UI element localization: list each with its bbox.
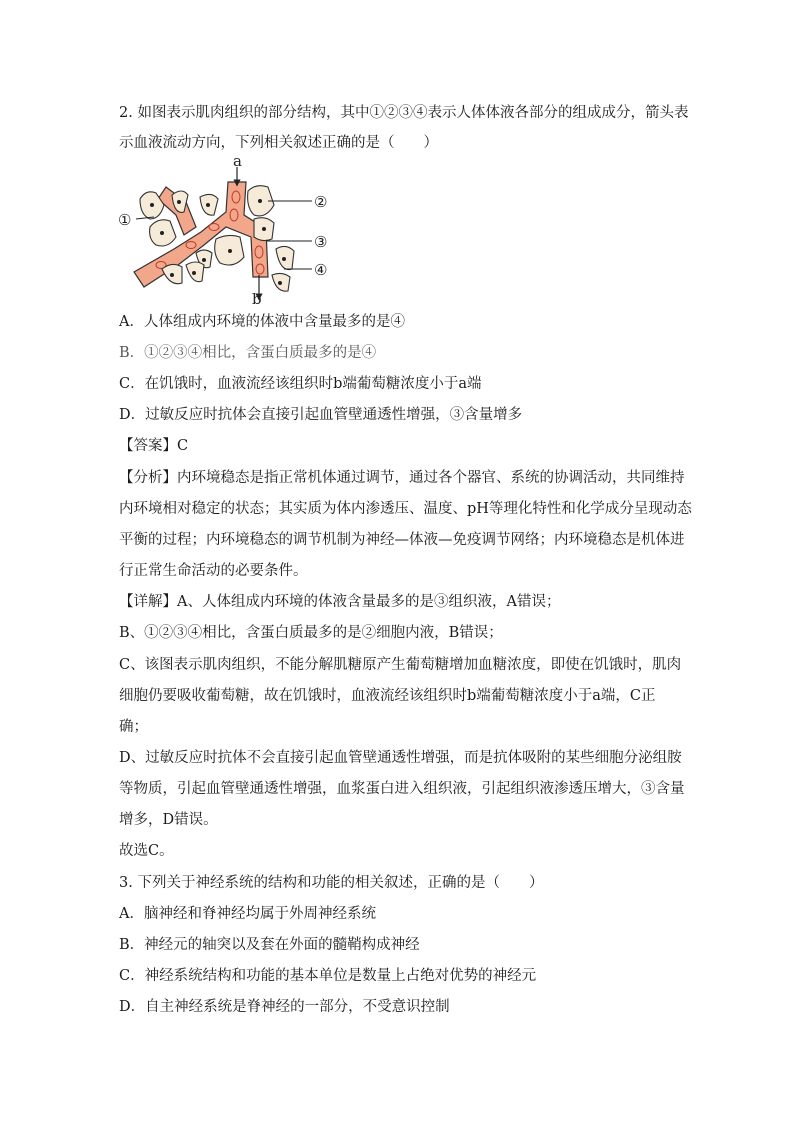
label-4: ④: [314, 261, 328, 279]
q2-option-b: B．①②③④相比，含蛋白质最多的是④: [119, 345, 377, 361]
label-a: a: [233, 157, 242, 170]
q3-option-c: C．神经系统结构和功能的基本单位是数量上占绝对优势的神经元: [119, 968, 537, 984]
nucleus: [278, 281, 282, 285]
nucleus: [258, 199, 262, 203]
label-b: b: [252, 290, 262, 307]
q2-detail-line6: D、过敏反应时抗体不会直接引起血管壁通透性增强，而是抗体吸附的某些细胞分泌组胺: [119, 750, 682, 766]
q3-stem: 3. 下列关于神经系统的结构和功能的相关叙述，正确的是（ ）: [119, 875, 544, 891]
nucleus: [192, 271, 196, 275]
nucleus: [160, 231, 164, 235]
q3-option-d: D．自主神经系统是脊神经的一部分，不受意识控制: [119, 999, 450, 1015]
muscle-tissue-figure: [116, 157, 336, 307]
q3-option-b: B．神经元的轴突以及套在外面的髓鞘构成神经: [119, 937, 420, 953]
nucleus: [202, 258, 206, 262]
q2-detail-line1: 【详解】A、人体组成内环境的体液含量最多的是③组织液，A错误；: [119, 594, 561, 610]
q2-answer: 【答案】C: [119, 438, 189, 454]
q2-analysis-line3: 平衡的过程；内环境稳态的调节机制为神经—体液—免疫调节网络；内环境稳态是机体进: [119, 532, 685, 548]
nucleus: [262, 227, 266, 231]
q3-option-a: A．脑神经和脊神经均属于外周神经系统: [119, 906, 376, 922]
q2-detail-line4: 细胞仍要吸收葡萄糖，故在饥饿时，血液流经该组织时b端葡萄糖浓度小于a端，C正: [119, 688, 656, 704]
q2-stem-line2: 示血液流动方向，下列相关叙述正确的是（ ）: [119, 135, 438, 151]
nucleus: [206, 203, 210, 207]
q2-stem-line1: 2. 如图表示肌肉组织的部分结构，其中①②③④表示人体体液各部分的组成成分，箭头表: [119, 105, 689, 121]
q2-option-a: A．人体组成内环境的体液中含量最多的是④: [119, 314, 405, 330]
q2-detail-line8: 增多，D错误。: [119, 812, 218, 828]
nucleus: [170, 273, 174, 277]
q2-option-d: D．过敏反应时抗体会直接引起血管壁通透性增强，③含量增多: [119, 407, 523, 423]
q2-detail-line3: C、该图表示肌肉组织，不能分解肌糖原产生葡萄糖增加血糖浓度，即使在饥饿时，肌肉: [119, 657, 682, 673]
q2-detail-line5: 确；: [119, 719, 148, 735]
label-1: ①: [118, 211, 132, 229]
label-2: ②: [314, 193, 328, 211]
q2-detail-line7: 等物质，引起血管壁通透性增强，血浆蛋白进入组织液，引起组织液渗透压增大，③含量: [119, 781, 685, 797]
nucleus: [228, 249, 232, 253]
q2-detail-line2: B、①②③④相比，含蛋白质最多的是②细胞内液，B错误；: [119, 625, 503, 641]
label-3: ③: [314, 233, 328, 251]
q2-analysis-line2: 内环境相对稳定的状态；其实质为体内渗透压、温度、pH等理化特性和化学成分呈现动态: [119, 501, 692, 517]
nucleus: [282, 257, 286, 261]
q2-conclusion: 故选C。: [119, 843, 174, 859]
q2-analysis-line1: 【分析】内环境稳态是指正常机体通过调节，通过各个器官、系统的协调活动，共同维持: [119, 470, 685, 486]
q2-analysis-line4: 行正常生命活动的必要条件。: [119, 563, 308, 579]
q2-option-c: C．在饥饿时，血液流经该组织时b端葡萄糖浓度小于a端: [119, 376, 482, 392]
nucleus: [150, 203, 154, 207]
nucleus: [177, 200, 181, 204]
